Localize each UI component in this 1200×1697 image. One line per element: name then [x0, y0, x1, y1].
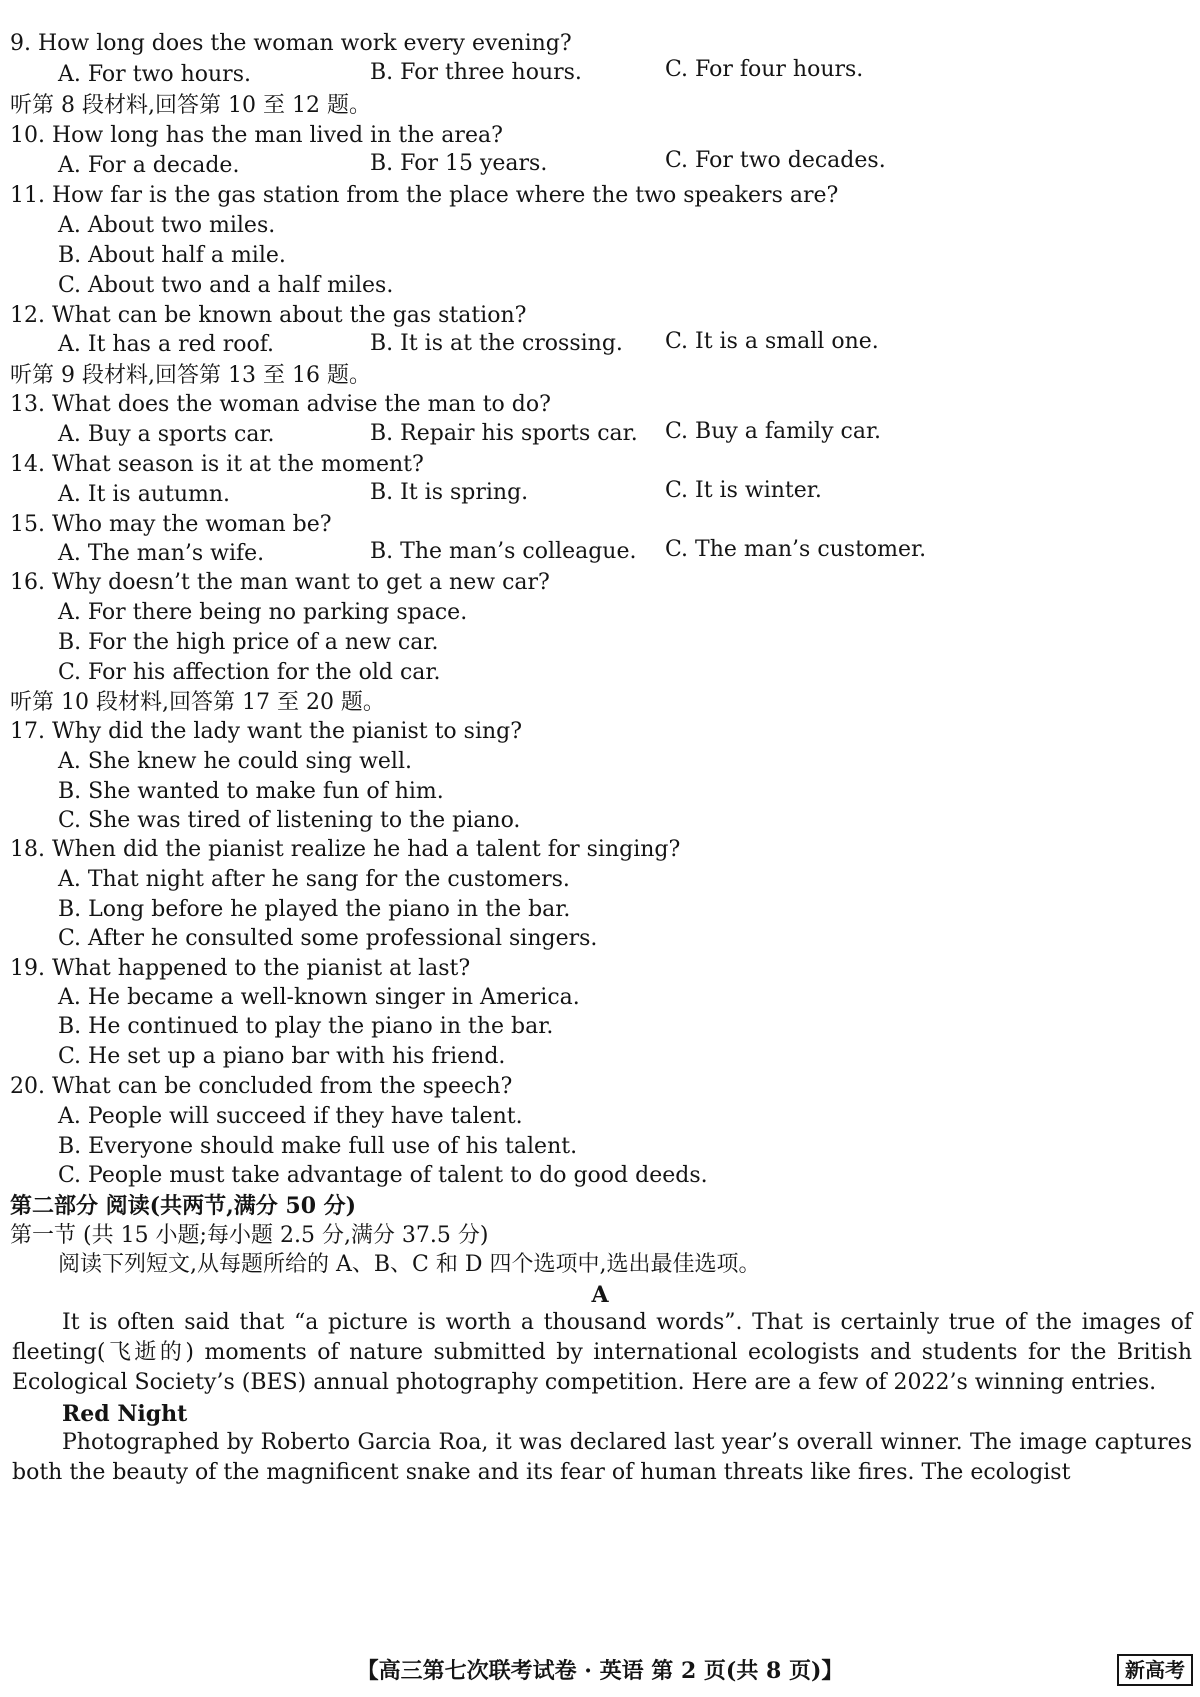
question-14-stem: 14. What season is it at the moment?: [10, 452, 424, 477]
question-17-stem: 17. Why did the lady want the pianist to sing?: [10, 719, 523, 744]
question-20-option-a: A. People will succeed if they have talent.: [58, 1104, 523, 1129]
question-10-option-c: C. For two decades.: [665, 148, 886, 173]
question-16-option-b: B. For the high price of a new car.: [58, 630, 439, 655]
question-12-option-c: C. It is a small one.: [665, 329, 879, 354]
question-9-option-a: A. For two hours.: [58, 62, 251, 87]
question-10-stem: 10. How long has the man lived in the area?: [10, 123, 503, 148]
question-9-option-b: B. For three hours.: [370, 60, 582, 85]
question-15-option-c: C. The man’s customer.: [665, 537, 927, 562]
question-12-option-a: A. It has a red roof.: [58, 332, 275, 357]
question-11-option-b: B. About half a mile.: [58, 243, 286, 268]
question-20-stem: 20. What can be concluded from the speech?: [10, 1074, 513, 1099]
question-18-stem: 18. When did the pianist realize he had a talent for singing?: [10, 837, 681, 862]
part-2-heading: 第二部分 阅读(共两节,满分 50 分): [10, 1193, 357, 1219]
question-19-option-c: C. He set up a piano bar with his friend.: [58, 1044, 506, 1069]
question-20-option-b: B. Everyone should make full use of his talent.: [58, 1134, 578, 1159]
question-14-option-c: C. It is winter.: [665, 478, 822, 503]
question-12-stem: 12. What can be known about the gas station?: [10, 303, 527, 328]
question-10-option-b: B. For 15 years.: [370, 151, 548, 176]
passage-label: A: [591, 1282, 609, 1308]
section-9-instruction: 听第 9 段材料,回答第 13 至 16 题。: [10, 363, 371, 388]
question-14-option-a: A. It is autumn.: [58, 482, 231, 507]
question-20-option-c: C. People must take advantage of talent to do good deeds.: [58, 1163, 708, 1188]
page-footer: 【高三第七次联考试卷 · 英语 第 2 页(共 8 页)】: [356, 1658, 844, 1684]
question-15-stem: 15. Who may the woman be?: [10, 512, 332, 537]
question-12-option-b: B. It is at the crossing.: [370, 331, 623, 356]
question-19-stem: 19. What happened to the pianist at last?: [10, 956, 471, 981]
question-11-option-c: C. About two and a half miles.: [58, 273, 394, 298]
question-18-option-b: B. Long before he played the piano in the bar.: [58, 897, 571, 922]
question-13-stem: 13. What does the woman advise the man to do?: [10, 392, 551, 417]
question-15-option-a: A. The man’s wife.: [58, 541, 265, 566]
question-15-option-b: B. The man’s colleague.: [370, 539, 637, 564]
section-8-instruction: 听第 8 段材料,回答第 10 至 12 题。: [10, 93, 371, 118]
question-19-option-b: B. He continued to play the piano in the bar.: [58, 1014, 554, 1039]
question-18-option-c: C. After he consulted some professional singers.: [58, 926, 598, 951]
section-10-instruction: 听第 10 段材料,回答第 17 至 20 题。: [10, 690, 385, 715]
question-13-option-b: B. Repair his sports car.: [370, 421, 638, 446]
question-13-option-c: C. Buy a family car.: [665, 419, 882, 444]
passage-subtitle: Red Night: [62, 1401, 188, 1427]
question-9-stem: 9. How long does the woman work every evening?: [10, 31, 572, 56]
question-11-stem: 11. How far is the gas station from the place where the two speakers are?: [10, 183, 839, 208]
exam-type-badge: 新高考: [1117, 1654, 1193, 1686]
question-16-option-a: A. For there being no parking space.: [58, 600, 468, 625]
question-10-option-a: A. For a decade.: [58, 153, 240, 178]
question-13-option-a: A. Buy a sports car.: [58, 422, 275, 447]
question-14-option-b: B. It is spring.: [370, 480, 529, 505]
question-17-option-c: C. She was tired of listening to the piano.: [58, 808, 521, 833]
question-17-option-a: A. She knew he could sing well.: [58, 749, 412, 774]
question-16-option-c: C. For his affection for the old car.: [58, 660, 441, 685]
question-16-stem: 16. Why doesn’t the man want to get a new car?: [10, 570, 550, 595]
reading-instruction: 阅读下列短文,从每题所给的 A、B、C 和 D 四个选项中,选出最佳选项。: [58, 1252, 761, 1277]
question-17-option-b: B. She wanted to make fun of him.: [58, 779, 444, 804]
passage-paragraph-2: Photographed by Roberto Garcia Roa, it was declared last year’s overall winner. The image captures both the beauty of the magnificent snake and its fear of human threats like fires. The ecologist: [12, 1430, 1192, 1485]
question-19-option-a: A. He became a well-known singer in America.: [58, 985, 580, 1010]
passage-paragraph-1: It is often said that “a picture is worth a thousand words”. That is certainly true of the images of fleeting(飞逝的) moments of nature submitted by international ecologists and students for the British Ecological Society’s (BES) annual photography competition. Here are a few of 2022’s winning entries.: [12, 1310, 1192, 1395]
question-11-option-a: A. About two miles.: [58, 213, 276, 238]
question-9-option-c: C. For four hours.: [665, 57, 864, 82]
question-18-option-a: A. That night after he sang for the customers.: [58, 867, 570, 892]
section-1-heading: 第一节 (共 15 小题;每小题 2.5 分,满分 37.5 分): [10, 1223, 489, 1248]
